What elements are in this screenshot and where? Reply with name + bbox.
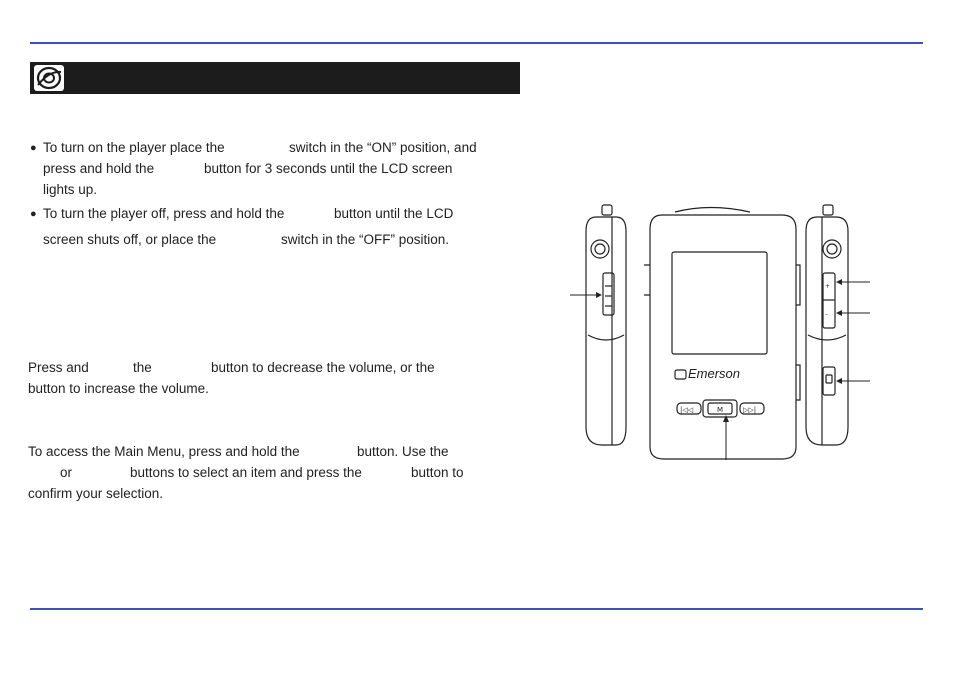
volume-line1-part3: button to decrease the volume, or the — [211, 360, 435, 375]
bullet-marker: ● — [30, 208, 37, 220]
player-left-side-view — [570, 205, 626, 445]
power-bullet1-line1-part2: switch in the “ON” position, and — [289, 140, 477, 155]
menu-line2-part1: or — [60, 465, 73, 480]
power-bullet2-line1-part1: To turn the player off, press and hold the — [43, 206, 285, 221]
power-bullet1-line3: lights up. — [43, 182, 98, 197]
menu-line2-part3: button to — [411, 465, 464, 480]
power-bullet1-line1-part1: To turn on the player place the — [43, 140, 225, 155]
power-bullet1-line2-part2: button for 3 seconds until the LCD screen — [204, 161, 453, 176]
volume-line1-part1: Press and — [28, 360, 89, 375]
power-bullet2-line2-part1: screen shuts off, or place the — [43, 232, 217, 247]
player-illustration — [560, 195, 900, 465]
emerson-disc-logo-icon — [34, 65, 64, 91]
center-button-glyph: M — [717, 406, 724, 414]
lcd-screen — [672, 252, 767, 354]
power-switch — [823, 367, 835, 395]
section-header-bar — [30, 62, 520, 94]
next-button-glyph: ▷▷| — [743, 406, 757, 414]
player-front-view — [644, 208, 800, 461]
volume-line2: button to increase the volume. — [28, 381, 209, 396]
bottom-rule — [30, 608, 923, 610]
menu-line1-part2: button. Use the — [357, 444, 449, 459]
menu-line3: confirm your selection. — [28, 486, 164, 501]
volume-line1-part2: the — [133, 360, 152, 375]
svg-text:–: – — [825, 311, 828, 318]
bullet-marker: ● — [30, 142, 37, 154]
power-bullet2-line1-part2: button until the LCD — [334, 206, 454, 221]
svg-text:+: + — [825, 283, 831, 290]
top-rule — [30, 42, 923, 44]
menu-line1-part1: To access the Main Menu, press and hold the — [28, 444, 300, 459]
emerson-logo-icon — [675, 370, 686, 379]
player-right-side-view — [806, 205, 870, 445]
menu-line2-part2: buttons to select an item and press the — [130, 465, 362, 480]
power-bullet1-line2-part1: press and hold the — [43, 161, 155, 176]
brand-label: Emerson — [688, 366, 741, 381]
power-bullet2-line2-part2: switch in the “OFF” position. — [281, 232, 450, 247]
prev-button-glyph: |◁◁ — [680, 406, 694, 414]
